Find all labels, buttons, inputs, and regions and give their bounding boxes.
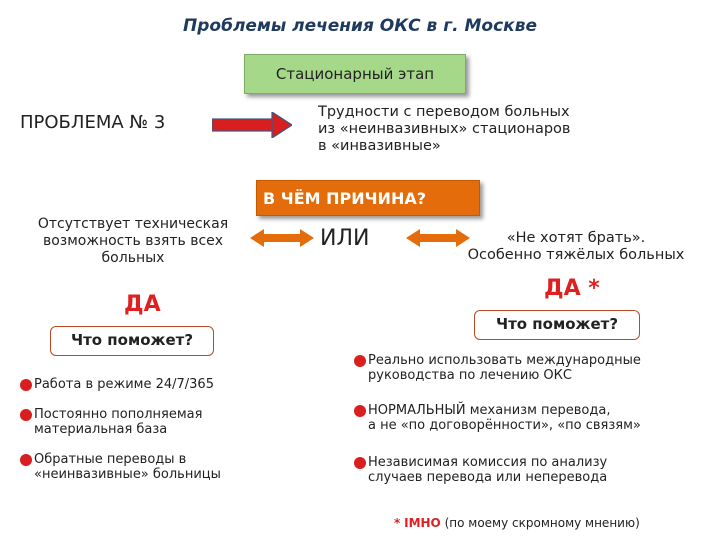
double-arrow-icon [250, 229, 314, 247]
difficulty-line: из «неинвазивных» стационаров [318, 121, 571, 137]
bullet-text: «неинвазивные» больницы [34, 467, 221, 482]
bullet-text: руководства по лечению ОКС [368, 368, 572, 383]
list-item [354, 403, 708, 433]
footnote-imho: IMHO [404, 516, 441, 530]
left-help-box: Что поможет? [50, 326, 214, 356]
right-arrow-icon [212, 112, 292, 138]
list-item [20, 377, 274, 392]
bullet-text: случаев перевода или неперевода [368, 470, 608, 485]
footnote-star: * [394, 516, 401, 530]
bullet-icon [20, 454, 32, 466]
problem-label: ПРОБЛЕМА № 3 [20, 112, 166, 133]
right-yes-label: ДА * [544, 276, 600, 301]
list-item [20, 407, 274, 437]
footnote [394, 516, 640, 530]
slide-title: Проблемы лечения ОКС в г. Москве [183, 16, 537, 36]
difficulty-line: Трудности с переводом больных [318, 104, 570, 120]
bullet-icon [354, 457, 366, 469]
left-option-line: больных [101, 250, 165, 266]
left-yes-label: ДА [124, 292, 161, 317]
right-option [440, 230, 712, 264]
list-item [354, 353, 708, 383]
bullet-text: Независимая комиссия по анализу [368, 455, 608, 470]
bullet-text: Обратные переводы в [34, 452, 187, 467]
bullet-icon [20, 379, 32, 391]
list-item [354, 455, 708, 485]
right-help-box: Что поможет? [474, 310, 640, 340]
bullet-text: НОРМАЛЬНЫЙ механизм перевода, [368, 403, 611, 418]
bullet-text: материальная база [34, 422, 168, 437]
right-option-line: «Не хотят брать». [506, 230, 646, 246]
left-option-line: возможность взять всех [42, 233, 224, 249]
left-option-line: Отсутствует техническая [37, 216, 229, 232]
list-item [20, 452, 274, 482]
footnote-text: (по моему скромному мнению) [444, 516, 640, 530]
left-option [20, 216, 246, 267]
bullet-text: Работа в режиме 24/7/365 [34, 377, 214, 392]
stage-box: Стационарный этап [244, 54, 466, 94]
bullet-icon [354, 355, 366, 367]
bullet-icon [354, 405, 366, 417]
or-label: ИЛИ [320, 226, 370, 251]
difficulty-line: в «инвазивные» [318, 138, 441, 154]
reason-box: В ЧЁМ ПРИЧИНА? [256, 180, 480, 216]
bullet-icon [20, 409, 32, 421]
difficulty-text [318, 104, 570, 155]
bullet-text: а не «по договорённости», «по связям» [368, 418, 641, 433]
right-option-line: Особенно тяжёлых больных [467, 247, 685, 263]
bullet-text: Реально использовать международные [368, 353, 641, 368]
bullet-text: Постоянно пополняемая [34, 407, 203, 422]
